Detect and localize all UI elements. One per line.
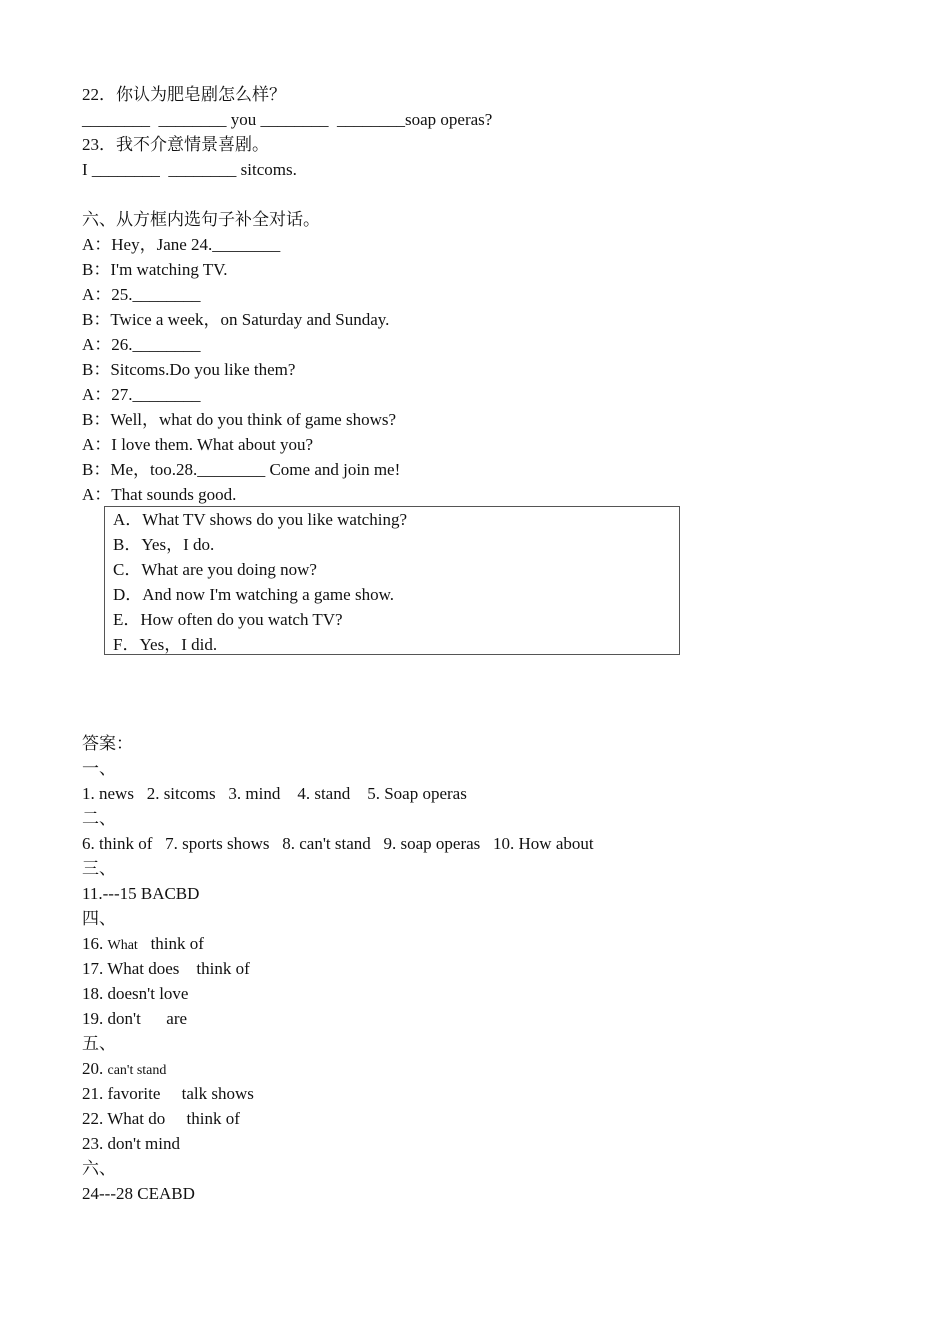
q22-prompt: 22．你认为肥皂剧怎么样？ [82, 85, 286, 104]
answer-line: 19. don't are [82, 1009, 188, 1028]
answer-line-16 [82, 931, 882, 956]
option-item: E．How often do you watch TV? [113, 610, 343, 629]
answers-section-label: 四、 [82, 909, 116, 928]
section6-title: 六、从方框内选句子补全对话。 [82, 210, 320, 229]
answer-line: 6. think of 7. sports shows 8. can't stand 9. soap operas 10. How about [82, 834, 594, 853]
answer-line-20 [82, 1056, 882, 1081]
option-item: D．And now I'm watching a game show. [113, 585, 394, 604]
q23-fill-line: I ________ ________ sitcoms. [82, 160, 297, 179]
answer-small-text: can't stand [107, 1063, 167, 1078]
dialogue-line: A：26.________ [82, 335, 201, 354]
exercise-section [82, 82, 882, 507]
option-item: C．What are you doing now? [113, 560, 317, 579]
dialogue-line: B：Sitcoms.Do you like them? [82, 360, 296, 379]
dialogue-line: B：I'm watching TV. [82, 260, 228, 279]
answers-title: 答案： [82, 734, 133, 753]
option-item: B．Yes，I do. [113, 535, 215, 554]
answers-section-label: 五、 [82, 1034, 116, 1053]
answer-line: 21. favorite talk shows [82, 1084, 254, 1103]
q23-prompt: 23．我不介意情景喜剧。 [82, 135, 269, 154]
answer-number: 16. [82, 934, 108, 953]
dialogue-line: A：Hey，Jane 24.________ [82, 235, 281, 254]
option-item: A．What TV shows do you like watching? [113, 510, 407, 529]
answer-text: think of [137, 934, 204, 953]
answers-section-label: 六、 [82, 1159, 116, 1178]
answers-section-label: 一、 [82, 759, 116, 778]
options-box [104, 506, 680, 655]
answers-section-label: 二、 [82, 809, 116, 828]
option-item: F．Yes，I did. [113, 635, 218, 654]
answer-line: 22. What do think of [82, 1109, 240, 1128]
spacer [82, 182, 882, 207]
answer-line: 11.---15 BACBD [82, 884, 200, 903]
answer-line: 24---28 CEABD [82, 1184, 195, 1203]
answer-number: 20. [82, 1059, 108, 1078]
answer-line: 23. don't mind [82, 1134, 180, 1153]
dialogue-line: B：Well，what do you think of game shows? [82, 410, 397, 429]
answer-line: 17. What does think of [82, 959, 250, 978]
dialogue-line: A：25.________ [82, 285, 201, 304]
answers-section-label: 三、 [82, 859, 116, 878]
answer-line: 1. news 2. sitcoms 3. mind 4. stand 5. Soap operas [82, 784, 467, 803]
dialogue-line: A：27.________ [82, 385, 201, 404]
answers-section [82, 731, 882, 1206]
q22-fill-line: ________ ________ you ________ ________soap operas? [82, 110, 493, 129]
dialogue-line: A：I love them. What about you? [82, 435, 314, 454]
dialogue-line: A：That sounds good. [82, 485, 237, 504]
dialogue-line: B：Me，too.28.________ Come and join me! [82, 460, 401, 479]
dialogue-line: B：Twice a week，on Saturday and Sunday. [82, 310, 390, 329]
answer-line: 18. doesn't love [82, 984, 189, 1003]
answer-small-text: What [107, 938, 138, 953]
